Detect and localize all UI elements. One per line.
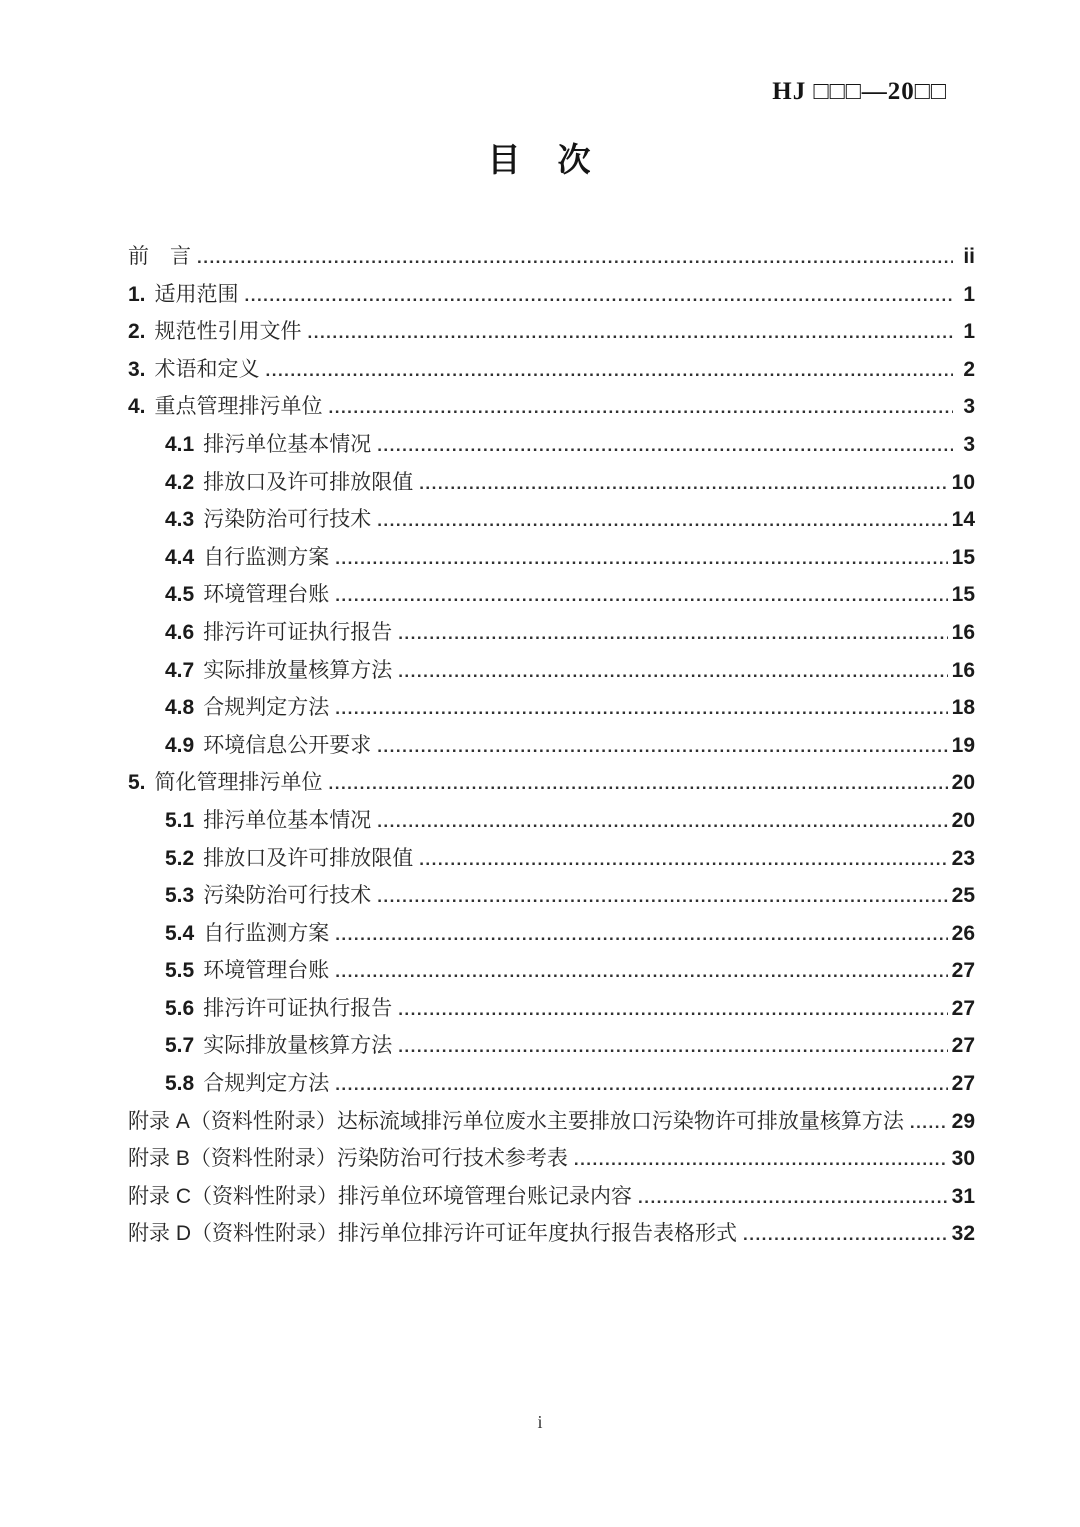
toc-entry-page: 30 xyxy=(951,1147,975,1171)
toc-entry-number: 5.7 xyxy=(165,1034,195,1058)
toc-entry xyxy=(128,729,975,767)
toc-entry-label: 排放口及许可排放限值 xyxy=(203,846,414,870)
toc-entry xyxy=(128,278,975,316)
toc-entry-label: 环境管理台账 xyxy=(203,583,330,607)
toc-entry-page: 16 xyxy=(951,658,975,682)
toc-entry xyxy=(128,766,975,804)
toc-entry-page: 27 xyxy=(951,1034,975,1058)
footer-page-number: i xyxy=(537,1412,543,1432)
toc-entry xyxy=(128,428,975,466)
toc-entry xyxy=(128,691,975,729)
toc-entry-label: 环境信息公开要求 xyxy=(203,733,372,757)
toc-entry-page: 27 xyxy=(951,996,975,1020)
toc-entry-number: 5. xyxy=(128,771,146,795)
toc-entry xyxy=(128,1217,975,1255)
dot-leader xyxy=(377,812,947,832)
dot-leader xyxy=(329,398,953,418)
dot-leader xyxy=(377,436,953,456)
toc-entry-number: 4. xyxy=(128,395,146,419)
toc-entry xyxy=(128,466,975,504)
dot-leader xyxy=(335,699,947,719)
toc-entry-number: 5.1 xyxy=(165,808,195,832)
toc-entry-number: 2. xyxy=(128,320,146,344)
toc-entry-number: 4.3 xyxy=(165,508,195,532)
dot-leader xyxy=(308,323,953,343)
toc-entry-page: 3 xyxy=(963,395,975,419)
toc-entry-label: 实际排放量核算方法 xyxy=(203,658,393,682)
toc-entry-page: 1 xyxy=(963,282,975,306)
toc-entry-page: 14 xyxy=(951,508,975,532)
toc-entry-label: 前 言 xyxy=(128,245,191,268)
toc-entry-number: 4.5 xyxy=(165,583,195,607)
toc-entry-label: 自行监测方案 xyxy=(203,545,330,569)
toc-entry-page: 16 xyxy=(951,620,975,644)
toc-entry-label: 排污单位基本情况 xyxy=(203,432,372,456)
toc-entry-page: 18 xyxy=(951,696,975,720)
toc-entry-page: 23 xyxy=(951,846,975,870)
toc-entry-number: 5.3 xyxy=(165,884,195,908)
dot-leader xyxy=(335,962,947,982)
toc-entry-number: 5.8 xyxy=(165,1072,195,1096)
toc-entry-label: 适用范围 xyxy=(154,282,239,306)
toc-entry-label: 污染防治可行技术 xyxy=(203,884,372,908)
dot-leader xyxy=(197,248,953,268)
dot-leader xyxy=(743,1225,948,1245)
toc-entry xyxy=(128,503,975,541)
toc-entry-page: 25 xyxy=(951,884,975,908)
dot-leader xyxy=(574,1150,948,1170)
toc-entry-number: 1. xyxy=(128,282,146,306)
toc-entry xyxy=(128,1029,975,1067)
toc-entry-number: 4.4 xyxy=(165,545,195,569)
toc-entry-page: ii xyxy=(963,245,975,268)
toc-entry-page: 27 xyxy=(951,1072,975,1096)
dot-leader xyxy=(266,361,953,381)
toc-entry-number: 4.2 xyxy=(165,470,195,494)
toc-entry-label: 附录 D（资料性附录）排污单位排污许可证年度执行报告表格形式 xyxy=(128,1222,737,1246)
dot-leader xyxy=(377,887,947,907)
dot-leader xyxy=(335,586,947,606)
toc-entry-label: 合规判定方法 xyxy=(203,1072,330,1096)
dot-leader xyxy=(377,737,947,757)
toc-entry-page: 27 xyxy=(951,959,975,983)
toc-entry-label: 排污许可证执行报告 xyxy=(203,996,393,1020)
dot-leader xyxy=(419,474,947,494)
toc-entry xyxy=(128,842,975,880)
toc-entry xyxy=(128,804,975,842)
toc-entry-label: 排污许可证执行报告 xyxy=(203,620,393,644)
toc-entry-label: 排放口及许可排放限值 xyxy=(203,470,414,494)
dot-leader xyxy=(329,774,948,794)
toc-entry xyxy=(128,1067,975,1105)
toc-entry-label: 排污单位基本情况 xyxy=(203,808,372,832)
toc-entry-page: 20 xyxy=(951,808,975,832)
toc-entry-label: 重点管理排污单位 xyxy=(154,395,323,419)
dot-leader xyxy=(398,662,947,682)
toc-entry-page: 26 xyxy=(951,921,975,945)
toc-entry-label: 简化管理排污单位 xyxy=(154,771,323,795)
toc-entry-number: 4.1 xyxy=(165,432,195,456)
toc-entry-page: 15 xyxy=(951,545,975,569)
toc-entry-number: 5.6 xyxy=(165,996,195,1020)
toc-entry xyxy=(128,1180,975,1218)
toc-entry-number: 5.4 xyxy=(165,921,195,945)
toc-entry-number: 5.5 xyxy=(165,959,195,983)
toc-entry-label: 实际排放量核算方法 xyxy=(203,1034,393,1058)
toc-entry-page: 10 xyxy=(951,470,975,494)
toc-entry-page: 29 xyxy=(951,1109,975,1133)
toc-entry xyxy=(128,541,975,579)
toc-entry-number: 5.2 xyxy=(165,846,195,870)
toc-entry xyxy=(128,616,975,654)
dot-leader xyxy=(910,1113,948,1133)
toc-entry xyxy=(128,1105,975,1143)
dot-leader xyxy=(398,624,947,644)
toc-entry-label: 污染防治可行技术 xyxy=(203,508,372,532)
toc-entry-page: 15 xyxy=(951,583,975,607)
toc-entry-number: 4.7 xyxy=(165,658,195,682)
toc-entry-page: 1 xyxy=(963,320,975,344)
toc-entry-number: 3. xyxy=(128,357,146,381)
toc-entry xyxy=(128,353,975,391)
dot-leader xyxy=(335,1075,947,1095)
toc-entry xyxy=(128,1142,975,1180)
toc-entry-page: 32 xyxy=(951,1222,975,1246)
standard-number: HJ □□□—20□□ xyxy=(772,78,947,105)
toc-entry-label: 术语和定义 xyxy=(154,357,260,381)
toc-entry xyxy=(128,917,975,955)
toc-entry-label: 自行监测方案 xyxy=(203,921,330,945)
dot-leader xyxy=(398,1000,947,1020)
dot-leader xyxy=(419,850,947,870)
toc-entry xyxy=(128,578,975,616)
toc-entry xyxy=(128,954,975,992)
toc-list xyxy=(128,240,975,1255)
page-title: 目 次 xyxy=(487,141,593,178)
toc-entry xyxy=(128,390,975,428)
toc-entry-number: 4.6 xyxy=(165,620,195,644)
dot-leader xyxy=(335,549,947,569)
toc-entry-label: 附录 A（资料性附录）达标流域排污单位废水主要排放口污染物许可排放量核算方法 xyxy=(128,1109,904,1133)
dot-leader xyxy=(398,1037,947,1057)
toc-entry-page: 19 xyxy=(951,733,975,757)
toc-entry xyxy=(128,992,975,1030)
toc-entry-label: 合规判定方法 xyxy=(203,696,330,720)
toc-entry-page: 2 xyxy=(963,357,975,381)
toc-entry-label: 规范性引用文件 xyxy=(154,320,302,344)
toc-entry-label: 附录 B（资料性附录）污染防治可行技术参考表 xyxy=(128,1147,568,1171)
toc-entry-page: 3 xyxy=(963,432,975,456)
toc-entry xyxy=(128,240,975,278)
toc-entry-page: 31 xyxy=(951,1184,975,1208)
dot-leader xyxy=(377,511,947,531)
toc-entry-number: 4.9 xyxy=(165,733,195,757)
toc-entry xyxy=(128,879,975,917)
dot-leader xyxy=(638,1188,948,1208)
toc-entry-label: 环境管理台账 xyxy=(203,959,330,983)
toc-entry-number: 4.8 xyxy=(165,696,195,720)
toc-entry-page: 20 xyxy=(951,771,975,795)
toc-entry xyxy=(128,315,975,353)
toc-entry xyxy=(128,654,975,692)
dot-leader xyxy=(245,286,953,306)
dot-leader xyxy=(335,925,947,945)
toc-entry-label: 附录 C（资料性附录）排污单位环境管理台账记录内容 xyxy=(128,1184,632,1208)
